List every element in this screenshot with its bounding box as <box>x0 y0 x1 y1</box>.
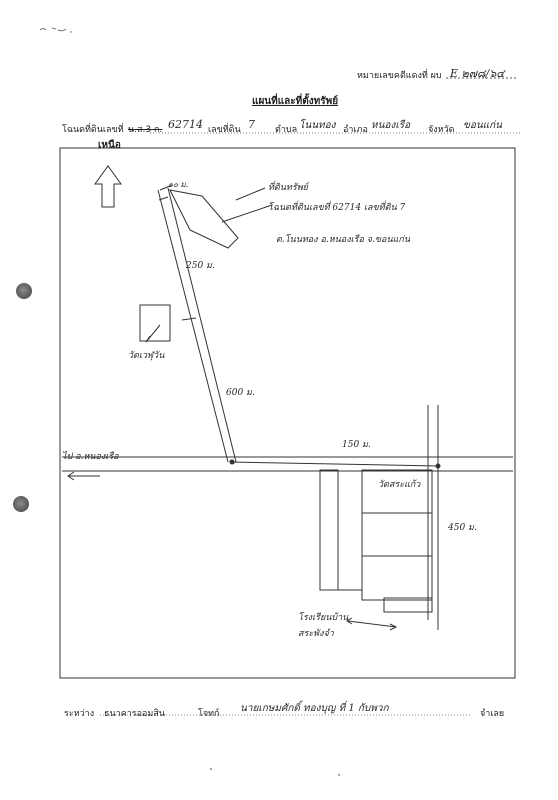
tambon-value: โนนทอง <box>299 120 336 131</box>
defendant-role: จำเลย <box>480 709 505 719</box>
distance-150: 150 ม. <box>342 440 371 450</box>
property-parcel <box>170 190 238 248</box>
temple2-label: วัดสระแก้ว <box>378 480 421 490</box>
distance-600: 600 ม. <box>226 388 255 398</box>
road-diagonal-right <box>168 188 236 462</box>
land-no: 7 <box>248 118 255 131</box>
distance-250: 250 ม. <box>186 261 215 271</box>
plaintiff-name: ธนาคารออมสิน <box>104 709 165 719</box>
temple-box <box>140 305 170 341</box>
temple-label: วัดเวฬุวัน <box>128 351 165 361</box>
deed-label: โฉนดที่ดินเลขที่ <box>62 125 124 135</box>
defendant-name: นายเกษมศักดิ์ ทองบุญ ที่ 1 กับพวก <box>240 703 389 714</box>
north-label: เหนือ <box>98 140 121 151</box>
deed-struck: น.ส.3 ก. <box>128 125 163 135</box>
amphoe-label: อำเภอ <box>343 125 368 135</box>
tambon-label: ตำบล <box>275 125 298 135</box>
amphoe-value: หนองเรือ <box>371 120 411 131</box>
school-line2: สระพังจำ <box>298 629 334 639</box>
land-no-label: เลขที่ดิน <box>208 125 241 135</box>
road-label: ไป อ.หนองเรือ <box>62 452 119 462</box>
map-frame <box>60 148 515 678</box>
case-number-value: E ๒๗๘/๖๔ <box>450 67 505 80</box>
arrow-left-icon <box>68 472 100 480</box>
punch-hole-top <box>16 283 32 299</box>
width-label: ๑๐ ม. <box>168 180 189 189</box>
school-line1: โรงเรียนบ้าน <box>298 613 349 623</box>
arrow-double-icon <box>347 618 396 630</box>
property-line2: ต.โนนทอง อ.หนองเรือ จ.ขอนแก่น <box>276 235 411 245</box>
deed-number: 62714 <box>168 118 203 131</box>
property-line1: โฉนดที่ดินเลขที่ 62714 เลขที่ดิน 7 <box>268 203 406 213</box>
road-diagonal-left <box>158 190 228 462</box>
between-label: ระหว่าง <box>64 709 95 719</box>
distance-450: 450 ม. <box>448 523 477 533</box>
side-road <box>230 462 438 466</box>
page-title: แผนที่และที่ตั้งทรัพย์ <box>252 96 339 107</box>
province-label: จังหวัด <box>428 125 455 135</box>
arrow-up-icon <box>95 166 121 207</box>
province-value: ขอนแก่น <box>463 120 503 131</box>
case-number-label: หมายเลขคดีแดงที่ ผบ <box>357 71 442 81</box>
site-label: ที่ดินทรัพย์ <box>268 183 308 193</box>
compound-left <box>320 470 338 590</box>
plaintiff-role: โจทก์ <box>198 709 220 719</box>
punch-hole-bottom <box>13 496 29 512</box>
